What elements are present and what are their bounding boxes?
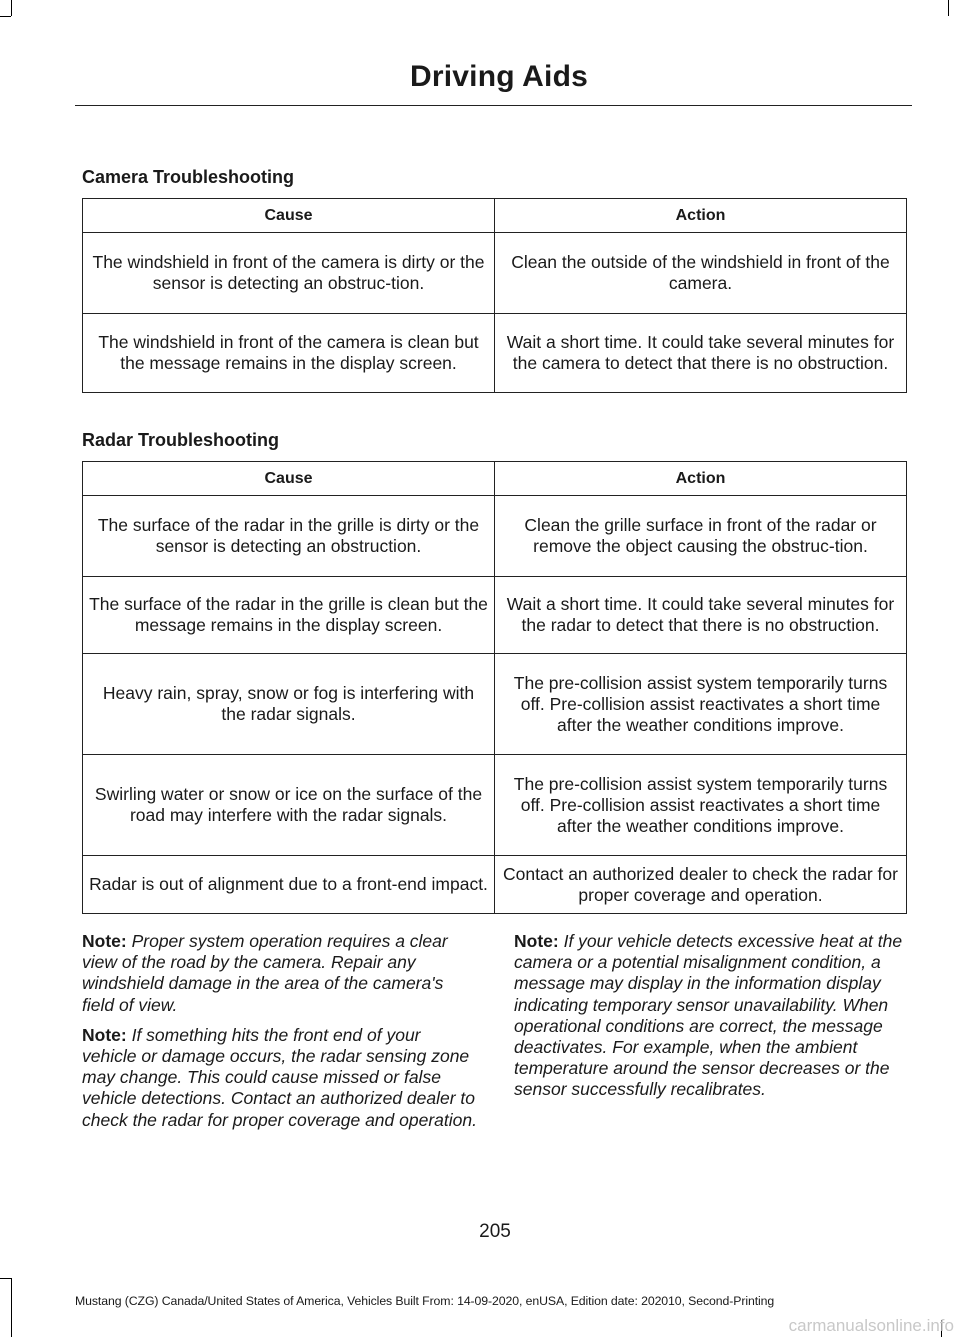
table-row — [83, 314, 907, 393]
crop-mark — [0, 1278, 11, 1279]
action-cell: Wait a short time. It could take several minutes for the camera to detect that there is no obstruction. — [495, 314, 907, 393]
action-cell: The pre-collision assist system temporarily turns off. Pre-collision assist reactivates a short time after the weather conditions improve. — [495, 755, 907, 856]
camera-section-title: Camera Troubleshooting — [82, 167, 295, 187]
table-header-row — [83, 462, 907, 496]
note-label: Note: — [82, 1024, 127, 1045]
note-paragraph — [514, 931, 909, 1101]
notes-right-column — [514, 931, 909, 1110]
camera-troubleshooting-table — [82, 198, 907, 393]
note-paragraph — [82, 1025, 478, 1131]
crop-mark — [0, 16, 11, 17]
crop-mark — [11, 0, 12, 16]
cause-cell: Heavy rain, spray, snow or fog is interfering with the radar signals. — [83, 654, 495, 755]
action-cell: The pre-collision assist system temporarily turns off. Pre-collision assist reactivates a short time after the weather conditions improve. — [495, 654, 907, 755]
table-header-row — [83, 199, 907, 233]
crop-mark — [11, 1278, 12, 1337]
watermark: carmanualsonline.info — [788, 1316, 954, 1335]
cause-cell: The surface of the radar in the grille is clean but the message remains in the display screen. — [83, 577, 495, 654]
cause-cell: Radar is out of alignment due to a front-end impact. — [83, 856, 495, 914]
note-label: Note: — [82, 931, 127, 951]
footer-edition-info: Mustang (CZG) Canada/United States of America, Vehicles Built From: 14-09-2020, enUSA, Edition date: 202010, Second-Printing — [75, 1294, 775, 1308]
column-header-action: Action — [495, 199, 907, 233]
action-cell: Wait a short time. It could take several minutes for the radar to detect that there is no obstruction. — [495, 577, 907, 654]
action-cell: Contact an authorized dealer to check the radar for proper coverage and operation. — [495, 856, 907, 914]
cause-cell: Swirling water or snow or ice on the surface of the road may interfere with the radar signals. — [83, 755, 495, 856]
cause-cell: The windshield in front of the camera is dirty or the sensor is detecting an obstruc-tion. — [83, 233, 495, 314]
cause-cell: The windshield in front of the camera is clean but the message remains in the display screen. — [83, 314, 495, 393]
crop-mark — [948, 0, 949, 16]
radar-section-title: Radar Troubleshooting — [82, 430, 280, 450]
page-header-title: Driving Aids — [410, 60, 588, 93]
action-cell: Clean the outside of the windshield in front of the camera. — [495, 233, 907, 314]
note-paragraph — [82, 931, 478, 1016]
note-label: Note: — [514, 931, 559, 951]
table-row — [83, 496, 907, 577]
column-header-action: Action — [495, 462, 907, 496]
notes-left-column — [82, 931, 478, 1140]
table-row — [83, 856, 907, 914]
header-rule — [75, 105, 912, 106]
table-row — [83, 654, 907, 755]
table-row — [83, 577, 907, 654]
table-row — [83, 233, 907, 314]
column-header-cause: Cause — [83, 199, 495, 233]
table-row — [83, 755, 907, 856]
page-number: 205 — [479, 1221, 511, 1242]
column-header-cause: Cause — [83, 462, 495, 496]
note-text: Proper system operation requires a clear view of the road by the camera. Repair any windshield damage in the area of the camera's field of view. — [82, 931, 448, 1015]
cause-cell: The surface of the radar in the grille is dirty or the sensor is detecting an obstruction. — [83, 496, 495, 577]
radar-troubleshooting-table — [82, 461, 907, 914]
note-text: If something hits the front end of your vehicle or damage occurs, the radar sensing zone may change. This could cause missed or false vehicle detections. Contact an authorized dealer to check the radar for proper coverage and operation. — [82, 1024, 477, 1130]
action-cell: Clean the grille surface in front of the radar or remove the object causing the obstruc-tion. — [495, 496, 907, 577]
note-text: If your vehicle detects excessive heat at the camera or a potential misalignment condition, a message may display in the information display indicating temporary sensor unavailability. When operational conditions are correct, the message deactivates. For example, when the ambient temperature around the sensor decreases or the sensor successfully recalibrates. — [514, 931, 903, 1100]
